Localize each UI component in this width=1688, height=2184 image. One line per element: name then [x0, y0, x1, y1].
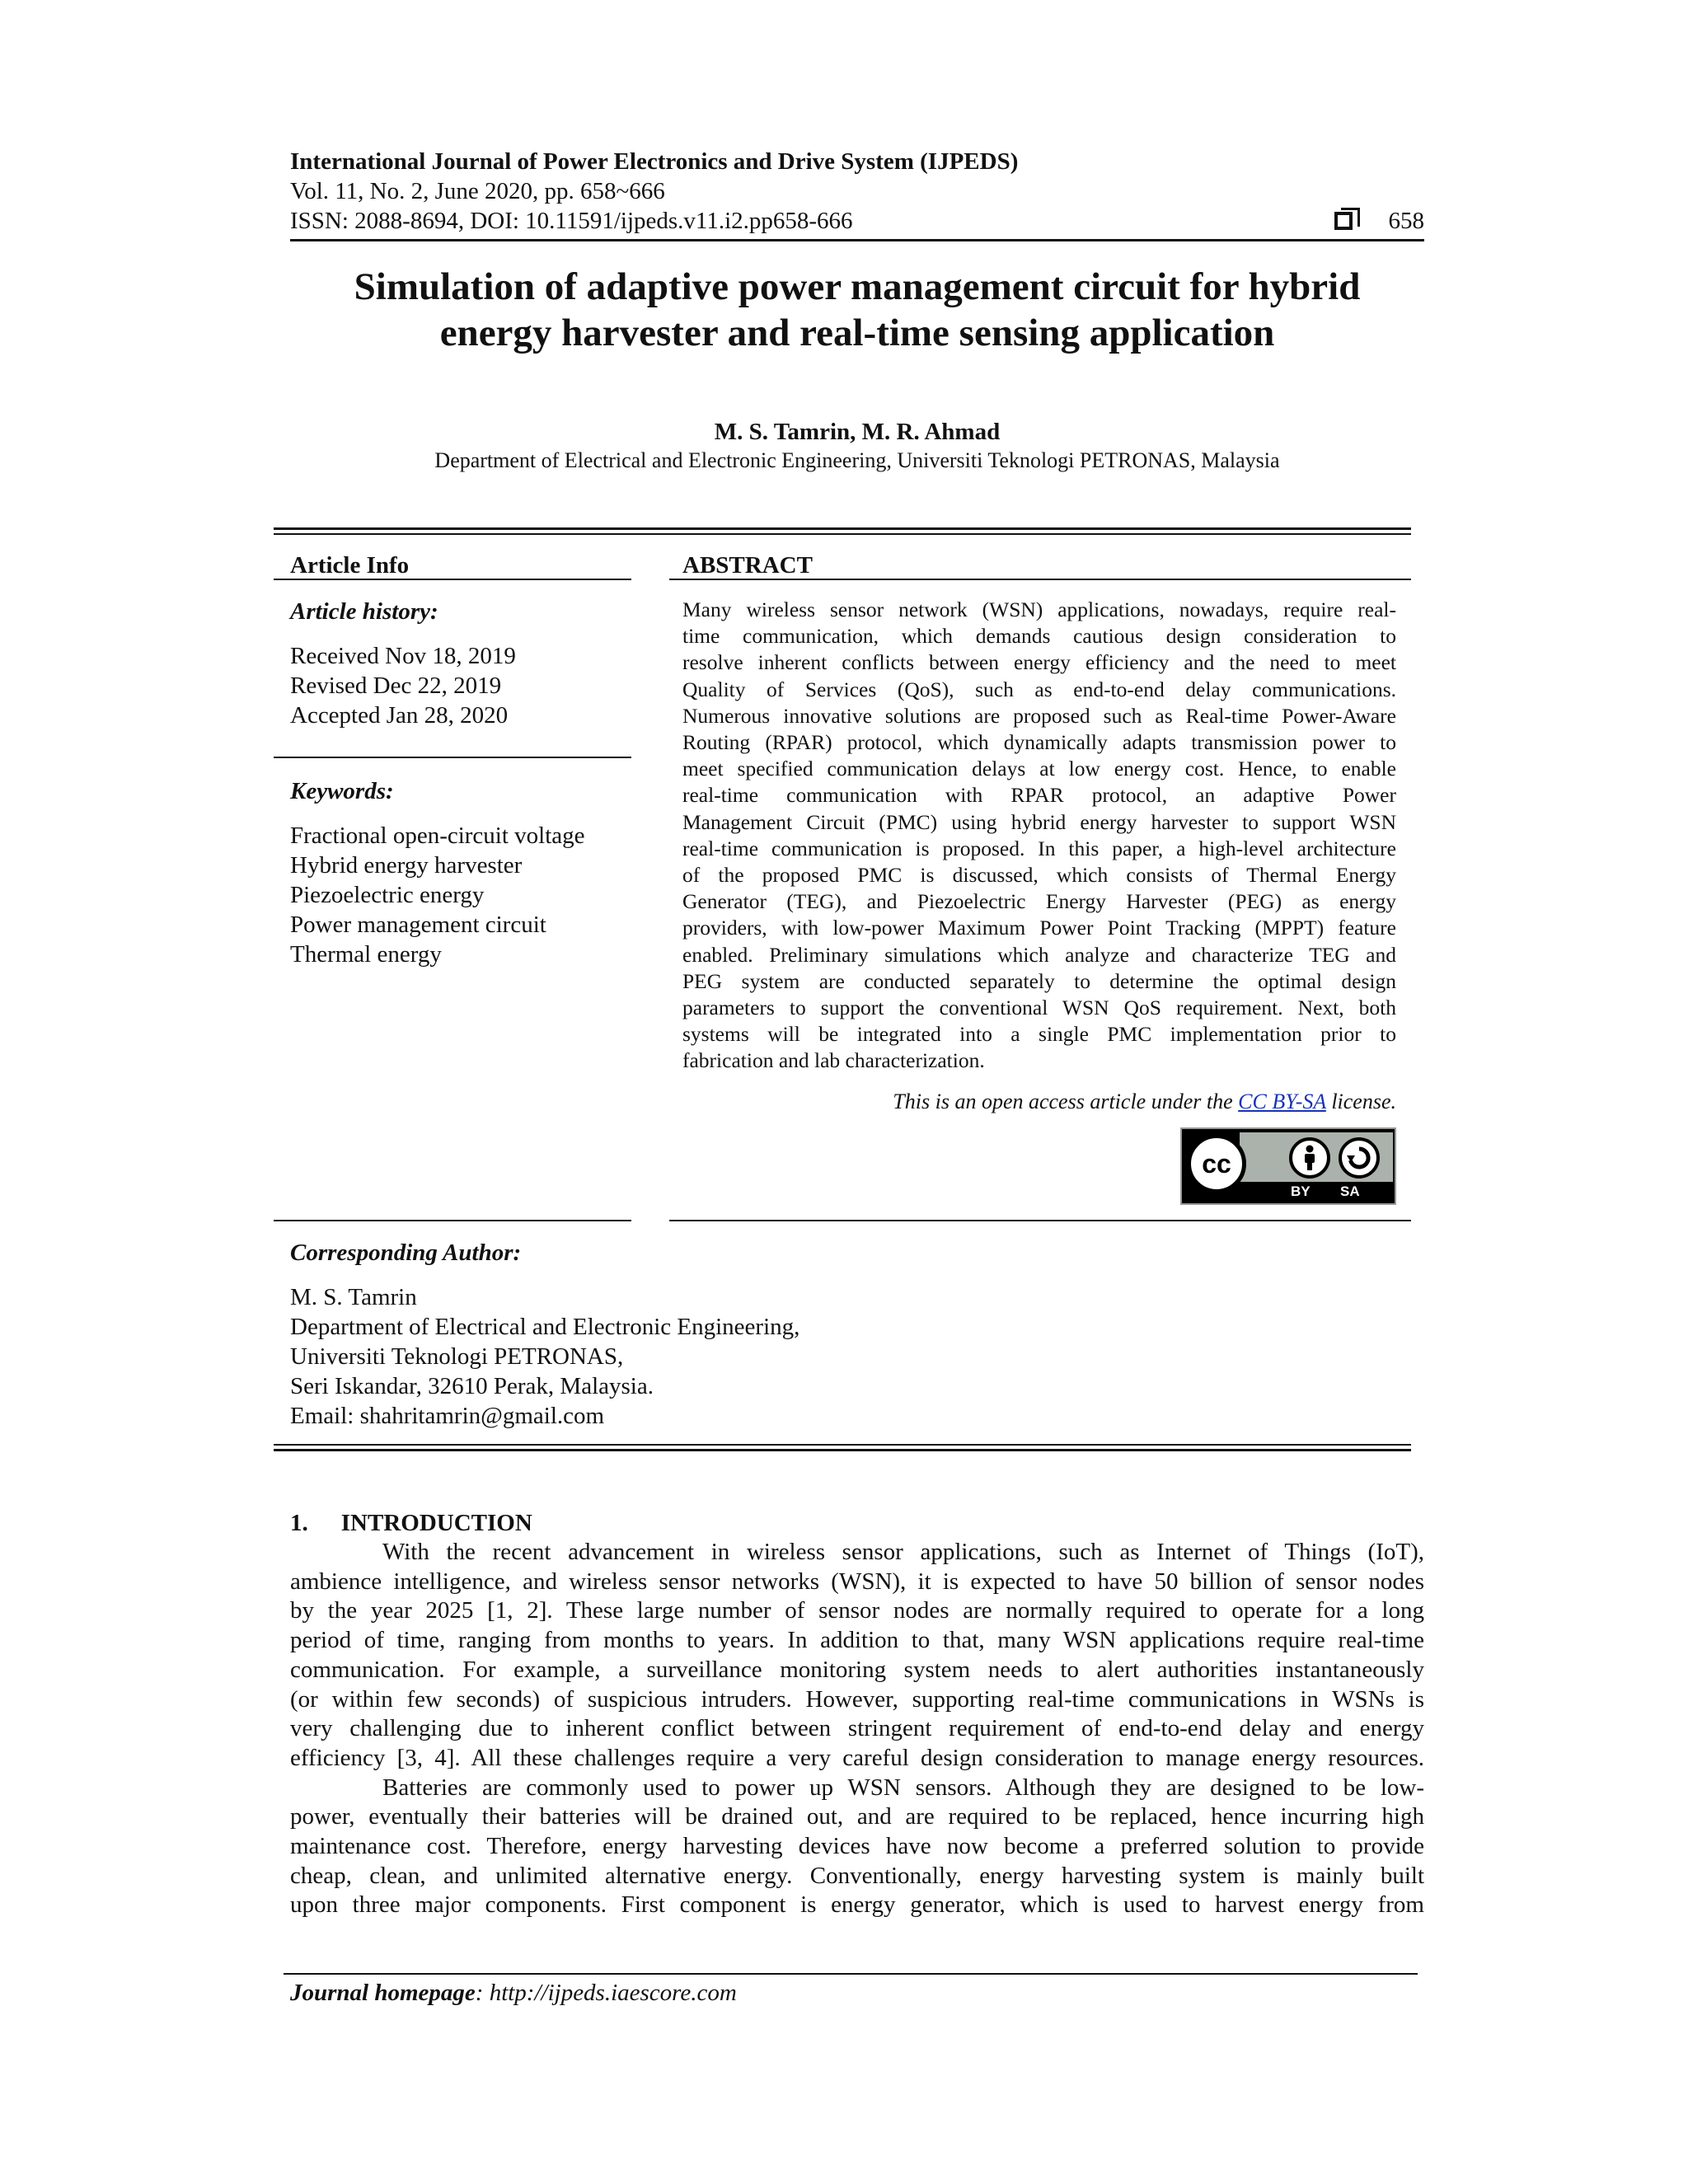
- cc-by-sa-badge[interactable]: [1180, 1127, 1396, 1205]
- abstract-rule: [669, 579, 1411, 580]
- abstract-line: time communication, which demands cautious design consideration to: [682, 624, 1396, 649]
- abstract-line: PEG system are conducted separately to determine the optimal design: [682, 968, 1396, 993]
- attribution-person-icon: [1289, 1137, 1330, 1179]
- license-prefix: This is an open access article under the: [893, 1090, 1239, 1113]
- abstract-line: Routing (RPAR) protocol, which dynamically adapts transmission power to: [682, 730, 1396, 755]
- license-statement: [893, 1088, 1396, 1116]
- body-line: power, eventually their batteries will be drained out, and are required to be replaced, hence incurring high: [290, 1803, 1424, 1830]
- keyword-item: Fractional open-circuit voltage: [290, 823, 585, 849]
- introduction-para-1: [290, 1538, 1424, 1920]
- volume-line: Vol. 11, No. 2, June 2020, pp. 658~666: [290, 178, 665, 204]
- abstract-line: Many wireless sensor network (WSN) applications, nowadays, require real-: [682, 598, 1396, 621]
- abstract-line: systems will be integrated into a single PMC implementation prior to: [682, 1022, 1396, 1047]
- history-rule: [274, 757, 631, 758]
- abstract-line: meet specified communication delays at low energy cost. Hence, to enable: [682, 757, 1396, 781]
- info-top-rule-1: [274, 527, 1411, 530]
- revised-date: Revised Dec 22, 2019: [290, 673, 502, 699]
- abstract-line: Numerous innovative solutions are proposed such as Real-time Power-Aware: [682, 703, 1396, 728]
- abstract-line: providers, with low-power Maximum Power Point Tracking (MPPT) feature: [682, 916, 1396, 940]
- abstract-line: resolve inherent conflicts between energy efficiency and the need to meet: [682, 650, 1396, 675]
- homepage-label: Journal homepage: [290, 1980, 476, 2006]
- body-line: cheap, clean, and unlimited alternative energy. Conventionally, energy harvesting system is mainly built: [290, 1862, 1424, 1889]
- title-line-2: energy harvester and real-time sensing application: [439, 312, 1275, 354]
- body-line: communication. For example, a surveillance monitoring system needs to alert authorities instantaneously: [290, 1656, 1424, 1683]
- abstract-line: parameters to support the conventional WSN QoS requirement. Next, both: [682, 996, 1396, 1020]
- body-line: maintenance cost. Therefore, energy harvesting devices have now become a preferred solution to provide: [290, 1833, 1424, 1860]
- info-bottom-rule-1: [274, 1444, 1411, 1446]
- section-number: 1.: [290, 1510, 308, 1536]
- page-number: 658: [1388, 208, 1424, 234]
- body-line: by the year 2025 [1, 2]. These large number of sensor nodes are normally required to operate for a long: [290, 1597, 1424, 1624]
- paper-title: [290, 264, 1424, 356]
- keywords-heading: Keywords:: [290, 778, 394, 804]
- article-info-bottom-rule: [274, 1220, 631, 1221]
- abstract-body: [682, 597, 1396, 1075]
- body-line: (or within few seconds) of suspicious intruders. However, supporting real-time communications in WSNs is: [290, 1685, 1424, 1713]
- corresponding-line: M. S. Tamrin: [290, 1284, 417, 1310]
- abstract-bottom-rule: [669, 1220, 1411, 1221]
- body-line: period of time, ranging from months to years. In addition to that, many WSN applications require real-time: [290, 1627, 1424, 1654]
- page-number-group: [1334, 206, 1425, 236]
- corresponding-line: Universiti Teknologi PETRONAS,: [290, 1343, 624, 1370]
- section-title: INTRODUCTION: [340, 1510, 532, 1536]
- license-suffix: license.: [1325, 1090, 1396, 1113]
- abstract-line: real-time communication with RPAR protocol, an adaptive Power: [682, 783, 1396, 808]
- footer-rule: [284, 1973, 1418, 1975]
- info-bottom-rule-2: [274, 1449, 1411, 1451]
- authors: M. S. Tamrin, M. R. Ahmad: [714, 419, 1001, 445]
- affiliation: Department of Electrical and Electronic Engineering, Universiti Teknologi PETRONAS, Malaysia: [434, 448, 1280, 472]
- keyword-item: Power management circuit: [290, 912, 546, 938]
- abstract-line: Management Circuit (PMC) using hybrid energy harvester to support WSN: [682, 809, 1396, 834]
- received-date: Received Nov 18, 2019: [290, 643, 516, 669]
- accepted-date: Accepted Jan 28, 2020: [290, 702, 509, 729]
- article-info-rule: [274, 579, 631, 580]
- history-heading: Article history:: [290, 598, 438, 625]
- info-top-rule-2: [274, 533, 1411, 535]
- abstract-line: fabrication and lab characterization.: [682, 1048, 985, 1073]
- keyword-item: Hybrid energy harvester: [290, 852, 523, 879]
- abstract-line: real-time communication is proposed. In this paper, a high-level architecture: [682, 836, 1396, 860]
- journal-name: International Journal of Power Electronics and Drive System (IJPEDS): [290, 148, 1019, 175]
- body-line: upon three major components. First component is energy generator, which is used to harvest energy from: [290, 1891, 1424, 1919]
- title-line-1: Simulation of adaptive power management circuit for hybrid: [354, 265, 1361, 308]
- journal-homepage: [290, 1978, 737, 2008]
- abstract-line: of the proposed PMC is discussed, which consists of Thermal Energy: [682, 863, 1396, 888]
- abstract-heading: ABSTRACT: [682, 552, 813, 579]
- body-line: With the recent advancement in wireless sensor applications, such as Internet of Things (IoT),: [382, 1539, 1424, 1565]
- keyword-item: Thermal energy: [290, 941, 442, 968]
- issn-line: ISSN: 2088-8694, DOI: 10.11591/ijpeds.v11.i2.pp658-666: [290, 208, 853, 234]
- body-line: very challenging due to inherent conflict between stringent requirement of end-to-end delay and energy: [290, 1715, 1424, 1742]
- keyword-item: Piezoelectric energy: [290, 882, 485, 908]
- body-line: Batteries are commonly used to power up WSN sensors. Although they are designed to be low-: [382, 1774, 1424, 1801]
- license-link[interactable]: CC BY-SA: [1238, 1090, 1326, 1113]
- badge-by-label: BY: [1291, 1183, 1311, 1199]
- square-bullet-icon: [1334, 212, 1353, 230]
- cc-logo-icon: cc: [1187, 1134, 1246, 1193]
- homepage-url[interactable]: : http://ijpeds.iaescore.com: [475, 1980, 737, 2006]
- abstract-line: Generator (TEG), and Piezoelectric Energy Harvester (PEG) as energy: [682, 889, 1396, 914]
- corresponding-line: Seri Iskandar, 32610 Perak, Malaysia.: [290, 1373, 654, 1399]
- body-line: efficiency [3, 4]. All these challenges require a very careful design consideration to manage energy resources.: [290, 1744, 1424, 1771]
- badge-sa-label: SA: [1340, 1183, 1360, 1199]
- header-rule: [290, 239, 1424, 241]
- article-info-heading: Article Info: [290, 552, 410, 579]
- share-alike-icon: [1339, 1137, 1380, 1179]
- abstract-line: enabled. Preliminary simulations which analyze and characterize TEG and: [682, 942, 1396, 967]
- abstract-line: Quality of Services (QoS), such as end-to-end delay communications.: [682, 677, 1396, 701]
- corresponding-line: Department of Electrical and Electronic Engineering,: [290, 1314, 800, 1340]
- introduction-heading: [290, 1508, 532, 1538]
- corresponding-email: Email: shahritamrin@gmail.com: [290, 1403, 605, 1429]
- body-line: ambience intelligence, and wireless sensor networks (WSN), it is expected to have 50 billion of sensor nodes: [290, 1568, 1424, 1595]
- corresponding-heading: Corresponding Author:: [290, 1240, 522, 1266]
